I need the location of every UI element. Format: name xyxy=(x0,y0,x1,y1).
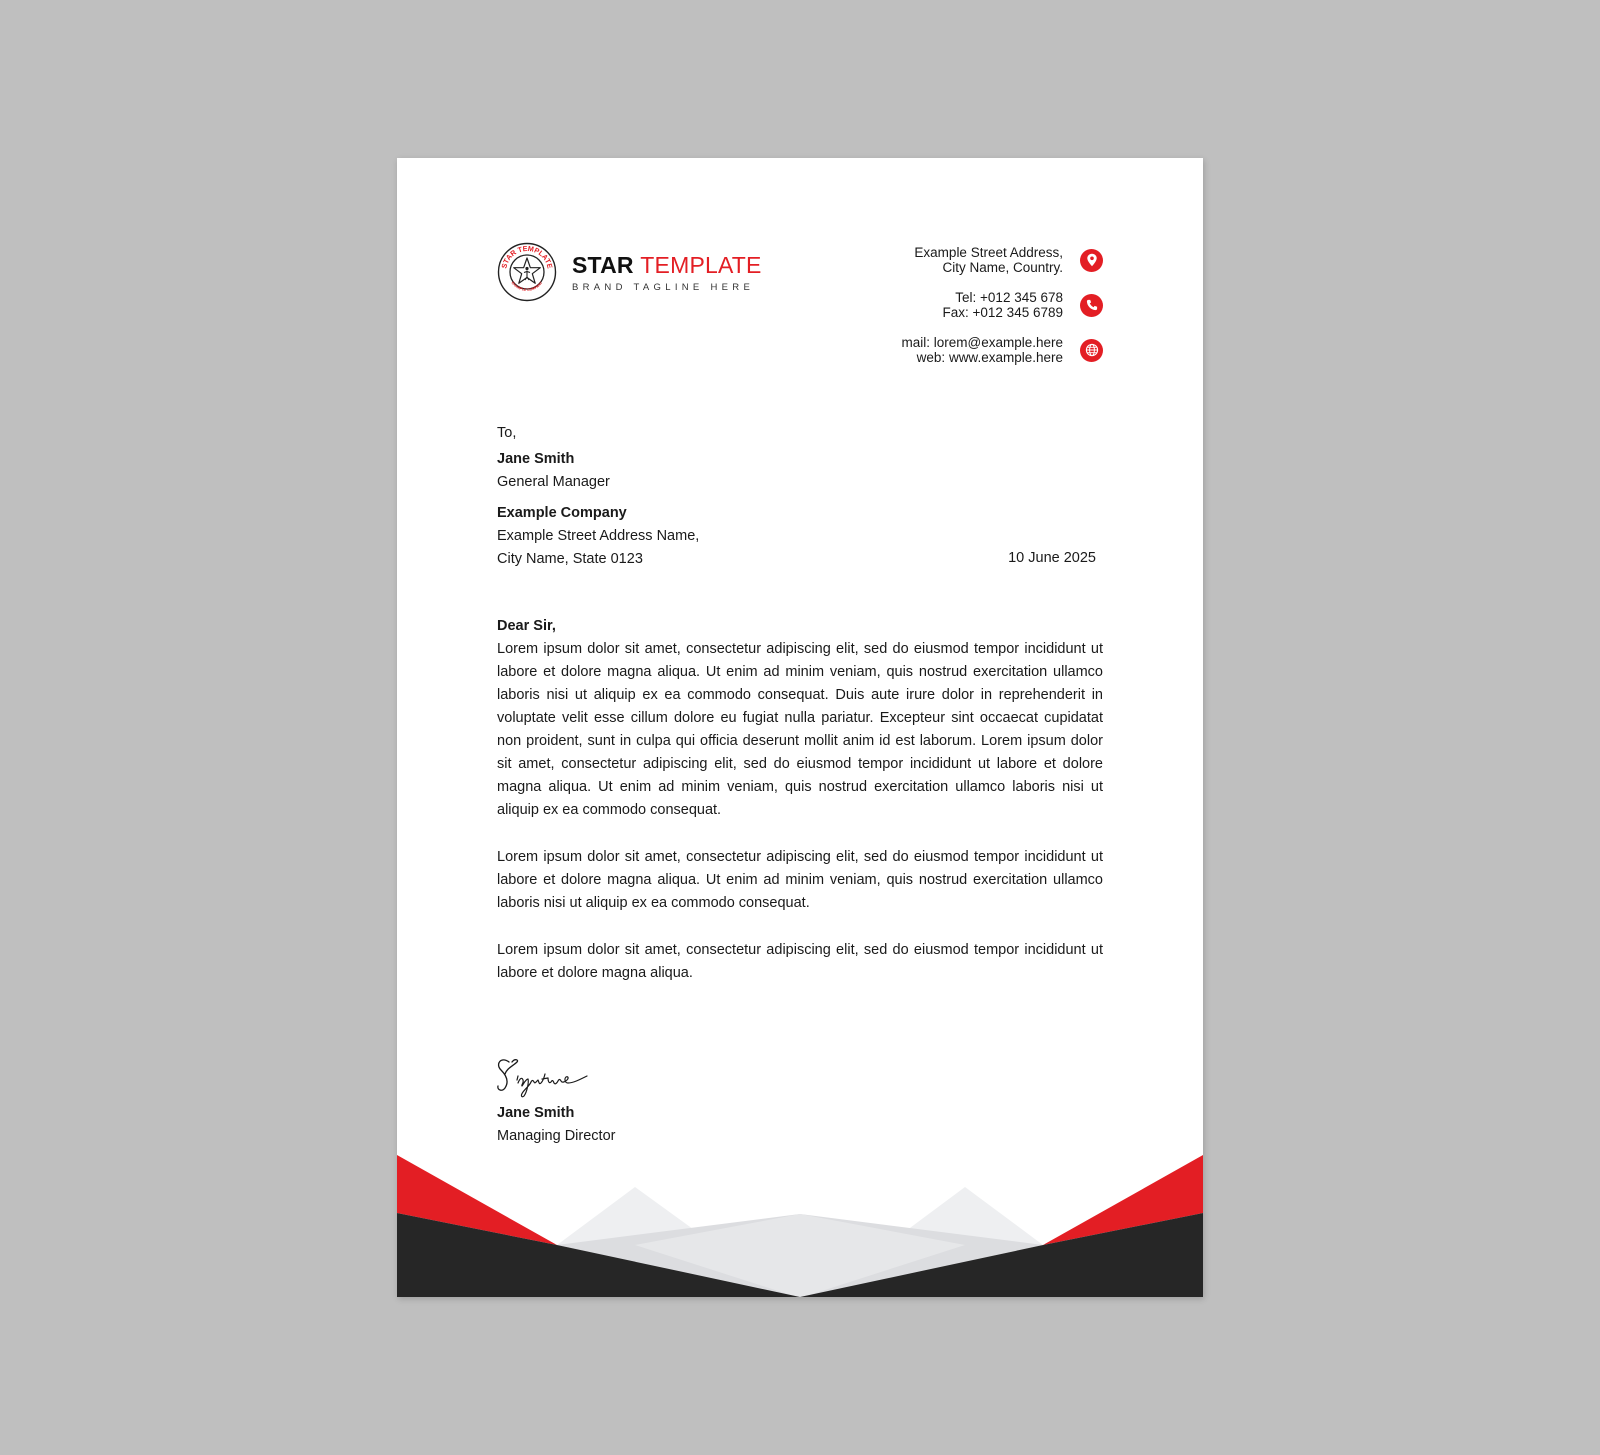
contact-address xyxy=(914,245,1063,275)
signer-block xyxy=(497,1102,615,1148)
globe-icon xyxy=(1080,339,1103,362)
address-line1: Example Street Address, xyxy=(914,245,1063,260)
recipient-street: Example Street Address Name, xyxy=(497,528,700,544)
brand-tagline: BRAND TAGLINE HERE xyxy=(572,282,755,293)
brand-name xyxy=(572,254,762,277)
recipient-name: Jane Smith xyxy=(497,451,575,467)
contact-web-row xyxy=(901,335,1103,365)
letter-date: 10 June 2025 xyxy=(1008,550,1096,566)
location-pin-icon xyxy=(1080,249,1103,272)
star-logo-icon xyxy=(497,242,557,302)
letterhead-sheet xyxy=(397,158,1203,1297)
address-line2: City Name, Country. xyxy=(942,260,1063,275)
contact-phone xyxy=(943,290,1063,320)
recipient-company: Example Company xyxy=(497,505,627,521)
contact-address-row xyxy=(914,245,1103,275)
letter-body xyxy=(497,615,1103,1009)
phone-icon xyxy=(1080,294,1103,317)
recipient-block xyxy=(497,422,699,571)
recipient-title: General Manager xyxy=(497,474,610,490)
web-line: web: www.example.here xyxy=(916,350,1063,365)
brand-block xyxy=(572,254,762,293)
contact-phone-row xyxy=(943,290,1103,320)
contact-web xyxy=(901,335,1063,365)
paragraph-1: Lorem ipsum dolor sit amet, consectetur adipiscing elit, sed do eiusmod tempor incididunt ut labore et dolore magna aliqua. Ut enim ad minim veniam, quis nostrud exercitation ullamco laboris nisi ut aliquip ex ea commodo consequat. Duis aute irure dolor in reprehenderit in voluptate velit esse cillum dolore eu fugiat nulla pariatur. Excepteur sint occaecat cupidatat non proident, sunt in culpa qui officia deserunt mollit anim id est laborum. Lorem ipsum dolor sit amet, consectetur adipiscing elit, sed do eiusmod tempor incididunt ut labore et dolore magna aliqua. Ut enim ad minim veniam, quis nostrud exercitation ullamco laboris nisi ut aliquip ex ea commodo consequat. xyxy=(497,641,1103,818)
recipient-city: City Name, State 0123 xyxy=(497,551,643,567)
paragraph-2: Lorem ipsum dolor sit amet, consectetur adipiscing elit, sed do eiusmod tempor incididunt ut labore et dolore magna aliqua. Ut enim ad minim veniam, quis nostrud exercitation ullamco laboris nisi ut aliquip ex ea commodo consequat. xyxy=(497,849,1103,911)
paragraph-3: Lorem ipsum dolor sit amet, consectetur adipiscing elit, sed do eiusmod tempor incididunt ut labore et dolore magna aliqua. xyxy=(497,942,1103,981)
signer-title: Managing Director xyxy=(497,1128,616,1144)
mail-line: mail: lorem@example.here xyxy=(901,335,1063,350)
brand-name-part2: TEMPLATE xyxy=(640,252,762,278)
recipient-to: To, xyxy=(497,425,517,441)
signer-name: Jane Smith xyxy=(497,1105,575,1121)
brand-name-part1: STAR xyxy=(572,252,634,278)
svg-text:STAR TEMPLATE: STAR TEMPLATE xyxy=(499,243,555,270)
tel-line: Tel: +012 345 678 xyxy=(955,290,1063,305)
handwritten-signature xyxy=(495,1052,595,1104)
fax-line: Fax: +012 345 6789 xyxy=(942,305,1063,320)
salutation: Dear Sir, xyxy=(497,618,556,634)
svg-text:EXAMPLE COMPANY: EXAMPLE COMPANY xyxy=(510,280,544,292)
